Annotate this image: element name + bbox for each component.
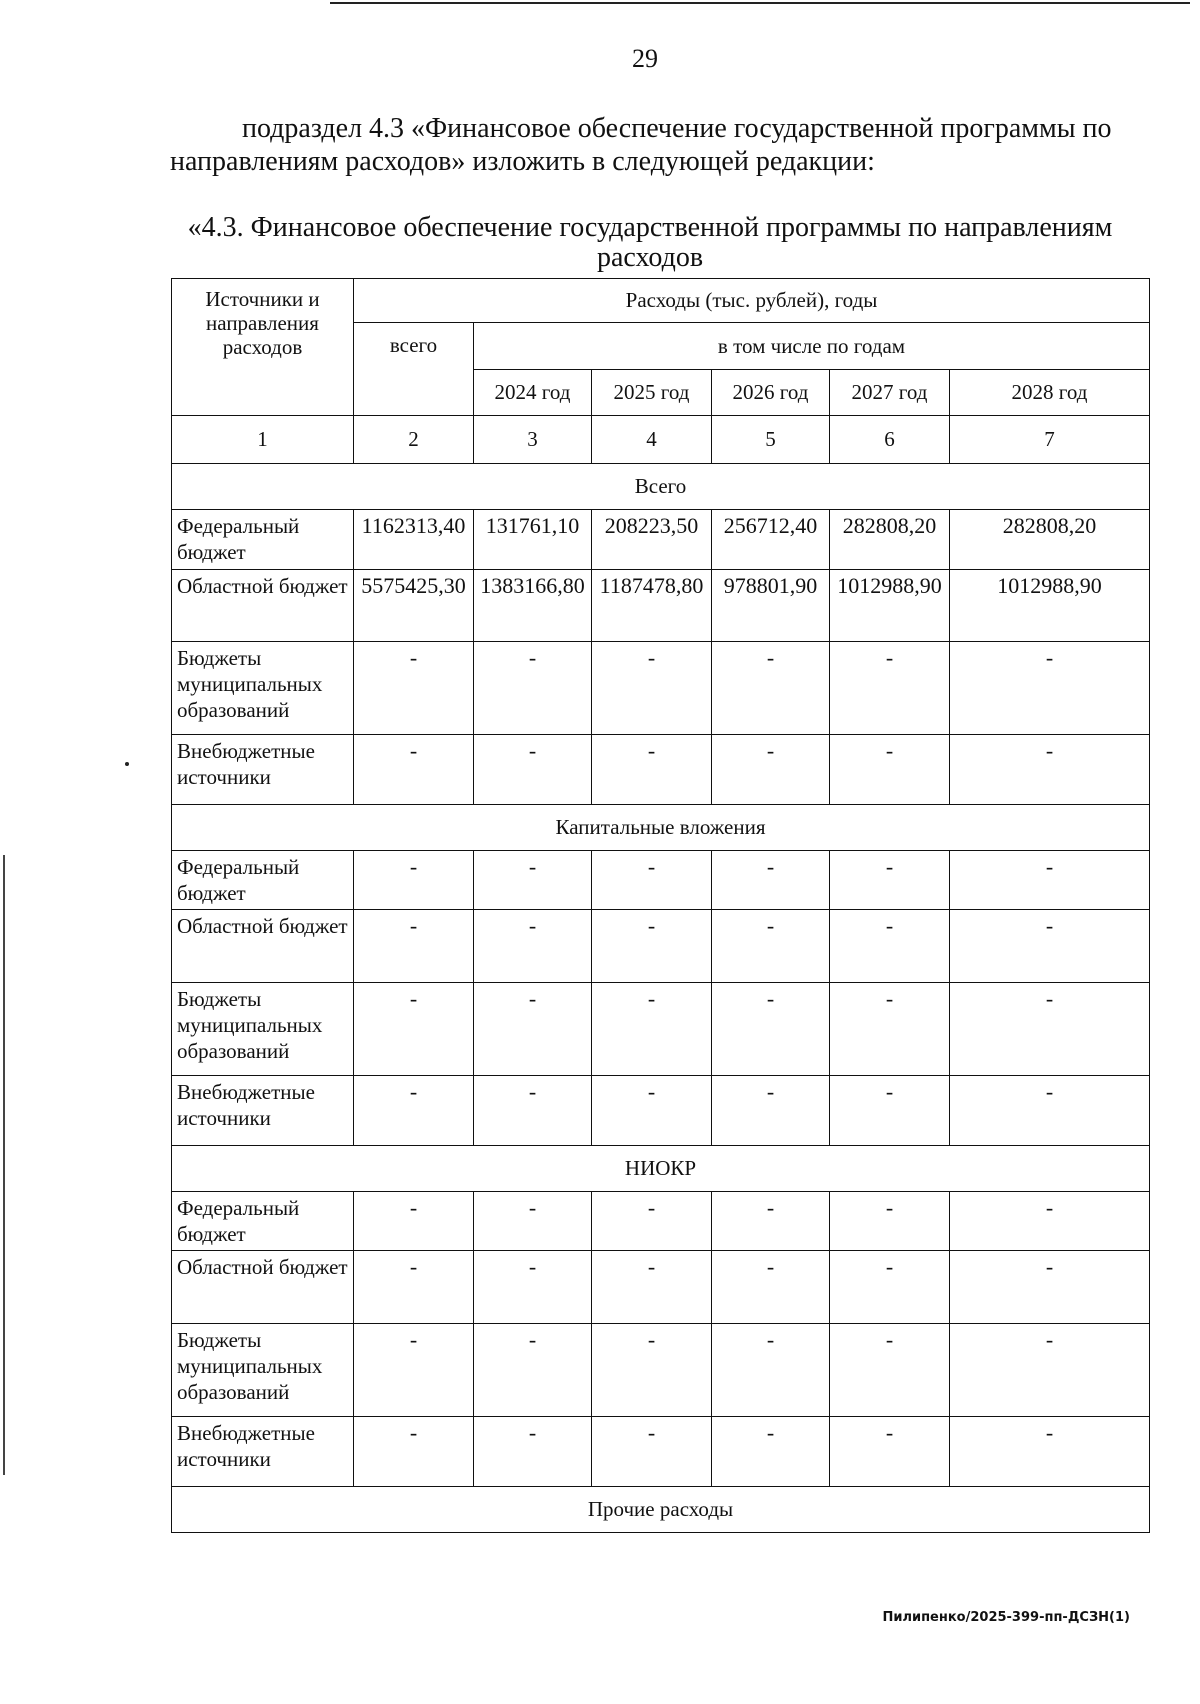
scan-margin-line bbox=[3, 855, 5, 1475]
table-cell: - bbox=[354, 983, 474, 1076]
table-cell: - bbox=[950, 642, 1150, 735]
header-year: 2027 год bbox=[830, 369, 950, 415]
header-sources: Источники и направления расходов bbox=[172, 279, 354, 416]
table-cell: - bbox=[712, 850, 830, 910]
table-cell: - bbox=[354, 910, 474, 983]
table-cell: - bbox=[474, 734, 592, 804]
page-number: 29 bbox=[632, 44, 658, 73]
scan-dot bbox=[125, 762, 129, 766]
row-label: Внебюджетные источники bbox=[172, 1075, 354, 1145]
table-cell: - bbox=[830, 983, 950, 1076]
table-cell: 1383166,80 bbox=[474, 569, 592, 642]
table-row bbox=[172, 642, 1150, 735]
section-row bbox=[172, 463, 1150, 509]
table-row bbox=[172, 510, 1150, 570]
table-cell: - bbox=[950, 1416, 1150, 1486]
table-cell: - bbox=[712, 1324, 830, 1417]
header-year: 2024 год bbox=[474, 369, 592, 415]
table-cell: - bbox=[712, 1416, 830, 1486]
table-cell: - bbox=[950, 1324, 1150, 1417]
table-cell: - bbox=[592, 850, 712, 910]
table-cell: - bbox=[830, 1191, 950, 1251]
table-cell: - bbox=[712, 983, 830, 1076]
table-cell: - bbox=[592, 1191, 712, 1251]
table-cell: - bbox=[950, 1251, 1150, 1324]
column-number: 2 bbox=[354, 416, 474, 463]
table-cell: - bbox=[354, 1324, 474, 1417]
table-cell: - bbox=[474, 1075, 592, 1145]
table-row bbox=[172, 734, 1150, 804]
table-cell: - bbox=[830, 642, 950, 735]
table-cell: - bbox=[592, 910, 712, 983]
table-cell: - bbox=[474, 850, 592, 910]
table-cell: 978801,90 bbox=[712, 569, 830, 642]
table-cell: 131761,10 bbox=[474, 510, 592, 570]
table-cell: 1187478,80 bbox=[592, 569, 712, 642]
row-label: Федеральный бюджет bbox=[172, 510, 354, 570]
header-expenses: Расходы (тыс. рублей), годы bbox=[354, 279, 1150, 323]
row-label: Областной бюджет bbox=[172, 569, 354, 642]
section-row bbox=[172, 804, 1150, 850]
row-label: Федеральный бюджет bbox=[172, 850, 354, 910]
table-cell: - bbox=[474, 983, 592, 1076]
column-number: 5 bbox=[712, 416, 830, 463]
table-cell: - bbox=[592, 1251, 712, 1324]
table-cell: - bbox=[830, 1251, 950, 1324]
table-cell: - bbox=[950, 983, 1150, 1076]
table-row bbox=[172, 1191, 1150, 1251]
table-cell: - bbox=[830, 850, 950, 910]
section-title-line2: расходов bbox=[596, 242, 704, 273]
table-cell: - bbox=[474, 642, 592, 735]
section-row bbox=[172, 1145, 1150, 1191]
table-body bbox=[172, 279, 1150, 1533]
header-year: 2025 год bbox=[592, 369, 712, 415]
table-row bbox=[172, 983, 1150, 1076]
table-cell: - bbox=[354, 850, 474, 910]
table-cell: 282808,20 bbox=[950, 510, 1150, 570]
section-title-cell: НИОКР bbox=[172, 1145, 1150, 1191]
header-row-1 bbox=[172, 279, 1150, 323]
table-cell: - bbox=[592, 1075, 712, 1145]
section-title-cell: Прочие расходы bbox=[172, 1486, 1150, 1533]
financing-table bbox=[171, 278, 1150, 1533]
row-label: Бюджеты муниципальных образований bbox=[172, 642, 354, 735]
table-row bbox=[172, 1416, 1150, 1486]
table-cell: - bbox=[830, 1075, 950, 1145]
table-cell: - bbox=[830, 734, 950, 804]
table-cell: - bbox=[474, 1416, 592, 1486]
header-year: 2028 год bbox=[950, 369, 1150, 415]
header-total: всего bbox=[354, 323, 474, 416]
row-label: Бюджеты муниципальных образований bbox=[172, 983, 354, 1076]
intro-paragraph: подраздел 4.3 «Финансовое обеспечение государственной программы по направлениям расходов» изложить в следующей редакции: bbox=[170, 113, 1112, 177]
table-cell: - bbox=[950, 850, 1150, 910]
column-number: 1 bbox=[172, 416, 354, 463]
section-title bbox=[170, 213, 1130, 273]
row-label: Бюджеты муниципальных образований bbox=[172, 1324, 354, 1417]
table-cell: - bbox=[950, 734, 1150, 804]
column-number: 3 bbox=[474, 416, 592, 463]
table-cell: - bbox=[592, 642, 712, 735]
table-cell: - bbox=[712, 1251, 830, 1324]
table-cell: 208223,50 bbox=[592, 510, 712, 570]
section-title-line1: «4.3. Финансовое обеспечение государственной программы по направлениям bbox=[187, 212, 1113, 243]
table-row bbox=[172, 850, 1150, 910]
table-cell: - bbox=[712, 734, 830, 804]
table-cell: - bbox=[592, 1324, 712, 1417]
table-cell: - bbox=[354, 1075, 474, 1145]
header-year: 2026 год bbox=[712, 369, 830, 415]
table-cell: - bbox=[830, 1416, 950, 1486]
column-number: 7 bbox=[950, 416, 1150, 463]
table-cell: - bbox=[354, 1251, 474, 1324]
table-cell: - bbox=[474, 1251, 592, 1324]
column-number: 4 bbox=[592, 416, 712, 463]
table-cell: - bbox=[830, 910, 950, 983]
table-cell: - bbox=[712, 1075, 830, 1145]
header-by-years: в том числе по годам bbox=[474, 323, 1150, 369]
table-row bbox=[172, 1324, 1150, 1417]
table-cell: 1162313,40 bbox=[354, 510, 474, 570]
row-label: Областной бюджет bbox=[172, 910, 354, 983]
section-title-cell: Капитальные вложения bbox=[172, 804, 1150, 850]
table-cell: - bbox=[592, 734, 712, 804]
table-row bbox=[172, 1075, 1150, 1145]
section-title-cell: Всего bbox=[172, 463, 1150, 509]
document-code: Пилипенко/2025-399-пп-ДСЗН(1) bbox=[882, 1610, 1130, 1625]
table-cell: - bbox=[592, 983, 712, 1076]
table-cell: - bbox=[712, 910, 830, 983]
table-cell: 1012988,90 bbox=[950, 569, 1150, 642]
table-cell: - bbox=[950, 910, 1150, 983]
table-row bbox=[172, 1251, 1150, 1324]
table-cell: - bbox=[712, 642, 830, 735]
section-row bbox=[172, 1486, 1150, 1533]
top-rule bbox=[330, 2, 1190, 4]
table-row bbox=[172, 910, 1150, 983]
table-row bbox=[172, 569, 1150, 642]
row-label: Внебюджетные источники bbox=[172, 734, 354, 804]
table-cell: - bbox=[830, 1324, 950, 1417]
table-cell: - bbox=[950, 1191, 1150, 1251]
row-label: Областной бюджет bbox=[172, 1251, 354, 1324]
table-cell: - bbox=[474, 910, 592, 983]
table-cell: - bbox=[592, 1416, 712, 1486]
table-cell: 256712,40 bbox=[712, 510, 830, 570]
table-cell: - bbox=[474, 1324, 592, 1417]
table-cell: - bbox=[354, 734, 474, 804]
table-cell: 1012988,90 bbox=[830, 569, 950, 642]
table-cell: - bbox=[950, 1075, 1150, 1145]
column-numbers-row bbox=[172, 416, 1150, 463]
row-label: Федеральный бюджет bbox=[172, 1191, 354, 1251]
table-cell: 5575425,30 bbox=[354, 569, 474, 642]
table-cell: 282808,20 bbox=[830, 510, 950, 570]
column-number: 6 bbox=[830, 416, 950, 463]
table-cell: - bbox=[354, 642, 474, 735]
table-cell: - bbox=[354, 1416, 474, 1486]
row-label: Внебюджетные источники bbox=[172, 1416, 354, 1486]
table-cell: - bbox=[354, 1191, 474, 1251]
table-cell: - bbox=[712, 1191, 830, 1251]
table-cell: - bbox=[474, 1191, 592, 1251]
